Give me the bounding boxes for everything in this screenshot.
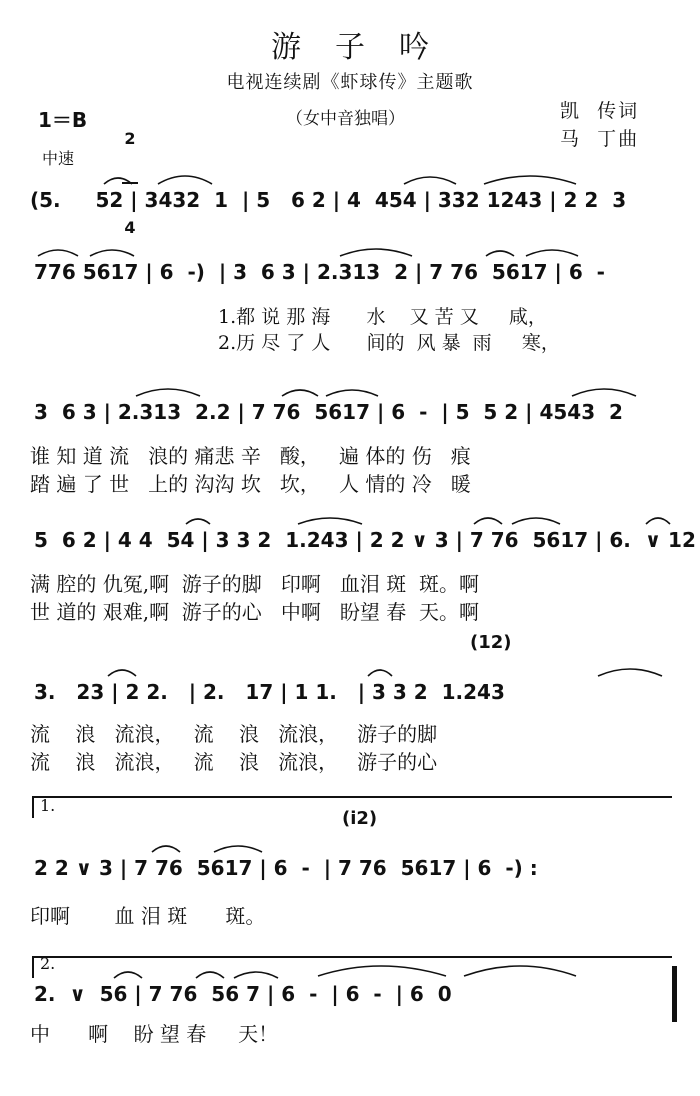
song-title: 游子吟 — [271, 30, 463, 65]
time-signature-top: 2 — [124, 129, 136, 148]
slur — [108, 670, 136, 676]
slur — [152, 846, 180, 852]
notation-row-4: 5 6 2 | 4 4 54 | 3 3 2 1.243 | 2 2 ∨ 3 | 7 76 5617 | 6. ∨ 12 — [34, 528, 696, 552]
notation-row-5: 3. 23 | 2 2. | 2. 17 | 1 1. | 3 3 2 1.243 — [34, 680, 505, 704]
notation-row-7: 2. ∨ 56 | 7 76 56 7 | 6 - | 6 - | 6 0 — [34, 982, 452, 1006]
slur — [104, 178, 132, 184]
slur — [186, 519, 210, 524]
song-subtitle: 电视连续剧《虾球传》主题歌 — [226, 72, 474, 93]
time-signature-bottom: 4 — [124, 218, 136, 237]
slur — [38, 250, 78, 256]
slur — [158, 176, 212, 184]
slur — [484, 176, 576, 184]
slur — [486, 251, 514, 256]
slur — [526, 250, 578, 256]
slur — [572, 389, 636, 396]
lyric-row-4-verse-2: 世 道的 艰难,啊 游子的心 中啊 盼望 春 天。啊 — [30, 600, 480, 624]
key-signature: 1＝B — [38, 108, 88, 132]
slur — [114, 972, 142, 978]
slur — [326, 390, 378, 396]
lyric-row-2-verse-2: 2.历 尽 了 人 间的 风 暴 雨 寒， — [218, 332, 560, 354]
slur — [298, 518, 362, 524]
notation-row-2: 776 5617 | 6 -) | 3 6 3 | 2.313 2 | 7 76 5617 | 6 - — [34, 260, 605, 284]
lyric-row-5-verse-1: 流 浪 流浪， 流 浪 流浪， 游子的脚 — [30, 722, 438, 746]
jump-marker-i2: (i2) — [342, 808, 378, 829]
slur — [234, 972, 278, 978]
ending-2-label: 2. — [40, 954, 56, 973]
lyric-row-3-verse-1: 谁 知 道 流 浪的 痛悲 辛 酸， 遍 体的 伤 痕 — [30, 444, 471, 468]
slur — [136, 389, 200, 396]
notation-row-1: (5. 52 | 3432 1 | 5 6 2 | 4 454 | 332 1243 | 2 2 3 — [30, 188, 627, 212]
slur — [368, 670, 392, 676]
ending-1-label: 1. — [40, 796, 56, 815]
lyric-row-5-verse-2: 流 浪 流浪， 流 浪 流浪， 游子的心 — [30, 750, 438, 774]
slur — [214, 846, 262, 852]
slur — [598, 669, 662, 676]
notation-row-3: 3 6 3 | 2.313 2.2 | 7 76 5617 | 6 - | 5 5 2 | 4543 2 — [34, 400, 623, 424]
composer-credit: 马 丁曲 — [560, 128, 640, 150]
slur — [282, 390, 318, 396]
lyric-row-4-verse-1: 满 腔的 仇冤,啊 游子的脚 印啊 血泪 斑 斑。啊 — [30, 572, 480, 596]
slur — [196, 972, 224, 978]
jump-marker-12: (12) — [470, 632, 512, 653]
lyricist-credit: 凯 传词 — [560, 100, 640, 122]
lyric-row-7: 中 啊 盼 望 春 天！ — [30, 1022, 279, 1046]
slur — [340, 249, 412, 256]
slur — [474, 518, 502, 524]
slur — [90, 250, 134, 256]
slur — [512, 518, 560, 524]
notation-row-6: 2 2 ∨ 3 | 7 76 5617 | 6 - | 7 76 5617 | 6 -) : — [34, 856, 538, 880]
lyric-row-6: 印啊 血 泪 斑 斑。 — [30, 904, 266, 928]
tempo-marking: 中速 — [42, 149, 75, 168]
performance-note: （女中音独唱） — [286, 109, 405, 129]
slur — [404, 177, 456, 184]
lyric-row-2-verse-1: 1.都 说 那 海 水 又 苦 又 咸， — [218, 306, 547, 328]
slur — [318, 966, 446, 976]
slur — [646, 518, 670, 524]
lyric-row-3-verse-2: 踏 遍 了 世 上的 沟沟 坎 坎， 人 情的 冷 暖 — [30, 472, 471, 496]
slur — [464, 966, 576, 976]
